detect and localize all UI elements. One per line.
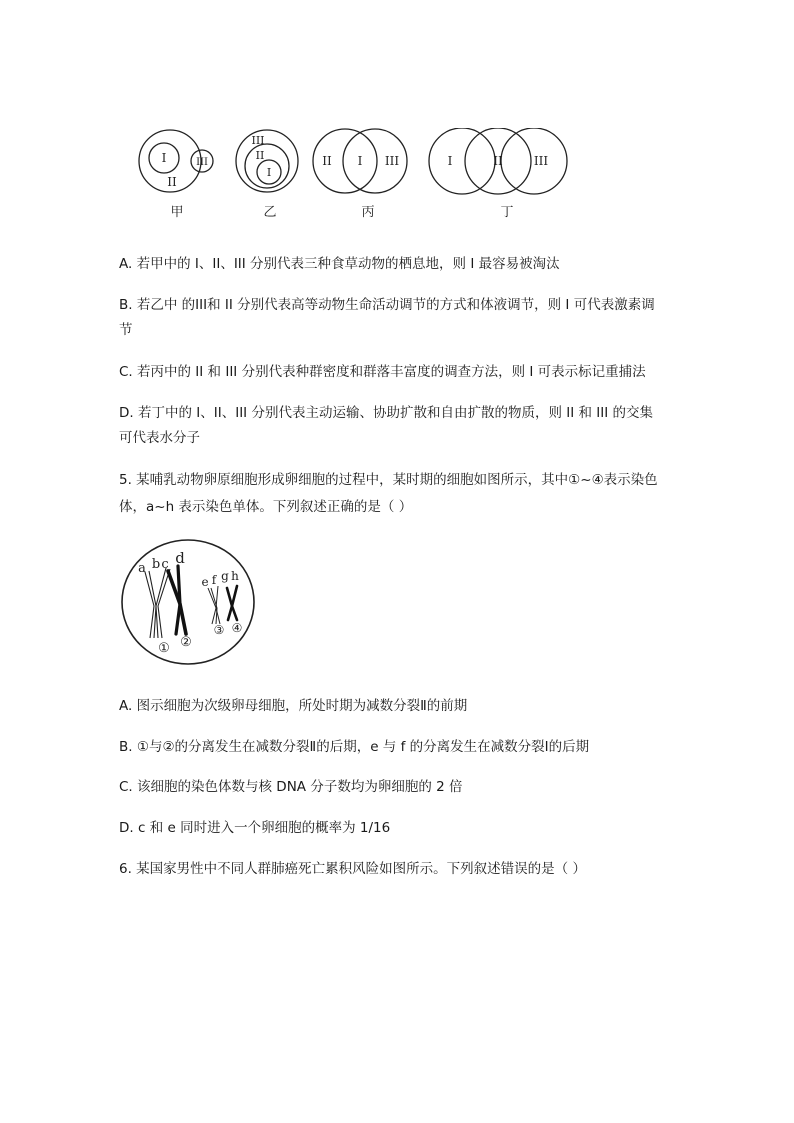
q5-option-c: C. 该细胞的染色体数与核 DNA 分子数均为卵细胞的 2 倍 (119, 779, 463, 795)
q5-option-b: B. ①与②的分离发生在减数分裂Ⅱ的后期，e 与 f 的分离发生在减数分裂Ⅰ的后期 (119, 739, 590, 755)
jia-label-3: III (196, 157, 208, 168)
chromatid-label-h: h (231, 569, 239, 583)
yi-label-2: II (255, 149, 265, 162)
q5-option-a: A. 图示细胞为次级卵母细胞，所处时期为减数分裂Ⅱ的前期 (119, 698, 468, 714)
chromatid-label-c: c (161, 557, 169, 572)
chromosome-label-4: ④ (231, 621, 243, 635)
chromosome-4 (227, 586, 237, 620)
q4-option-a: A. 若甲中的 I、II、III 分别代表三种食草动物的栖息地，则 I 最容易被淘汰 (119, 256, 560, 272)
q4-option-c: C. 若丙中的 II 和 III 分别代表种群密度和群落丰富度的调查方法，则 I 可表示标记重捕法 (119, 364, 646, 380)
ding-label-2: II (493, 154, 503, 168)
chromatid-label-e: e (201, 575, 209, 589)
caption-bing: 丙 (361, 205, 375, 220)
chromosome-2 (168, 566, 186, 634)
chromosome-3 (208, 586, 220, 624)
chromatid-label-d: d (175, 549, 185, 567)
q5-option-d: D. c 和 e 同时进入一个卵细胞的概率为 1/16 (119, 820, 391, 836)
jia-label-2: II (167, 175, 177, 189)
q5-stem-line-2: 体，a~h 表示染色单体。下列叙述正确的是（ ） (119, 499, 413, 515)
chromatid-label-g: g (221, 569, 229, 583)
bing-label-2: II (322, 154, 332, 168)
chromatid-label-b: b (151, 557, 161, 572)
jia-label-1: I (161, 151, 167, 165)
yi-label-3: III (251, 134, 265, 147)
cell-division-figure (118, 538, 258, 668)
venn-diagrams-figure (130, 128, 580, 224)
q4-option-b: B. 若乙中 的III和 II 分别代表高等动物生命活动调节的方式和体液调节，则 I 可代表激素调 (119, 297, 655, 313)
ding-label-1: I (447, 154, 453, 168)
ding-label-3: III (533, 154, 549, 168)
yi-label-1: I (266, 166, 272, 179)
chromatid-label-f: f (211, 573, 217, 587)
caption-jia: 甲 (170, 205, 184, 220)
q6-stem: 6. 某国家男性中不同人群肺癌死亡累积风险如图所示。下列叙述错误的是（ ） (119, 861, 586, 877)
chromosome-label-3: ③ (213, 623, 225, 637)
chromosome-label-1: ① (158, 641, 170, 656)
bing-label-3: III (384, 154, 400, 168)
chromosome-1 (145, 568, 170, 638)
q4-option-b-continued: 节 (119, 322, 133, 338)
q5-stem-line-1: 5. 某哺乳动物卵原细胞形成卵细胞的过程中，某时期的细胞如图所示，其中①~④表示染色 (119, 472, 658, 488)
bing-label-1: I (357, 154, 363, 168)
q4-option-d-continued: 可代表水分子 (119, 430, 200, 446)
ding-left-circle (429, 128, 495, 194)
chromosome-label-2: ② (180, 635, 192, 650)
q4-option-d: D. 若丁中的 I、II、III 分别代表主动运输、协助扩散和自由扩散的物质，则 II 和 III 的交集 (119, 405, 654, 421)
caption-ding: 丁 (500, 205, 514, 220)
chromatid-label-a: a (138, 561, 146, 576)
caption-yi: 乙 (263, 205, 277, 220)
